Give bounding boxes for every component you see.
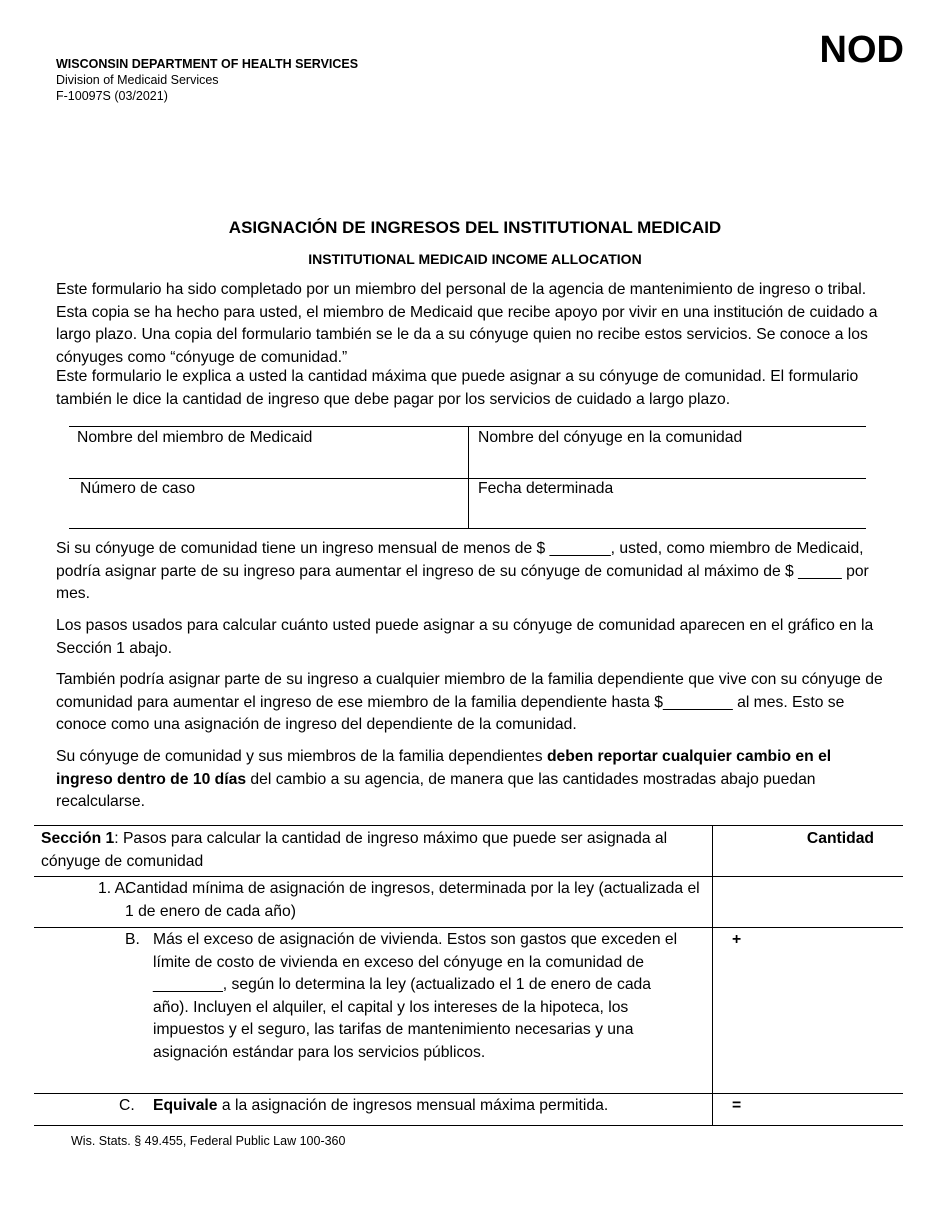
row-letter: B. (125, 931, 140, 948)
section1-table (34, 825, 903, 1126)
form-title: ASIGNACIÓN DE INGRESOS DEL INSTITUTIONAL MEDICAID (228, 218, 722, 237)
department-name: WISCONSIN DEPARTMENT OF HEALTH SERVICES (56, 57, 359, 71)
maximum-allowance-text: Equivale a la asignación de ingresos mensual máxima permitida. (153, 1097, 609, 1114)
amount-column-header: Cantidad (806, 830, 874, 847)
member-name-field[interactable]: Nombre del miembro de Medicaid (77, 429, 313, 446)
table-divider (712, 826, 713, 1125)
division-name: Division of Medicaid Services (56, 73, 219, 87)
intro-paragraph: Este formulario ha sido completado por un miembro del personal de la agencia de mantenimiento de ingreso o tribal. Esta copia se ha hecho para usted, el miembro de Medicaid que recibe apoyo por vivir en una institución de cuidado a largo plazo. Una copia del formulario también se le da a su cónyuge quien no recibe estos servicios. Se conoce a los cónyuges como “cónyuge de comunidad.” (56, 281, 878, 366)
income-threshold-paragraph: Si su cónyuge de comunidad tiene un ingreso mensual de menos de $ _______, usted, como miembro de Medicaid, podría asignar parte de su ingreso para aumentar el ingreso de su cónyuge de comunidad al máximo de $ _____ por mes. (56, 540, 869, 602)
legal-reference: Wis. Stats. § 49.455, Federal Public Law 100-360 (71, 1134, 346, 1148)
report-changes-paragraph: Su cónyuge de comunidad y sus miembros de la familia dependientes deben reportar cualquier cambio en el ingreso dentro de 10 días del cambio a su agencia, de manera que las cantidades mostradas abajo puedan recalcularse. (56, 748, 832, 810)
determined-date-field[interactable]: Fecha determinada (478, 480, 614, 497)
steps-paragraph: Los pasos usados para calcular cuánto usted puede asignar a su cónyuge de comunidad aparecen en el gráfico en la Sección 1 abajo. (56, 617, 874, 657)
section1-heading: Sección 1: Pasos para calcular la cantidad de ingreso máximo que puede ser asignada al cónyuge de comunidad (41, 830, 668, 870)
equals-sign: = (732, 1097, 742, 1114)
minimum-allowance-text: Cantidad mínima de asignación de ingresos, determinada por la ley (actualizada el 1 de enero de cada año) (125, 880, 700, 920)
form-subtitle: INSTITUTIONAL MEDICAID INCOME ALLOCATION (308, 251, 642, 267)
excess-shelter-text: Más el exceso de asignación de vivienda. Estos son gastos que exceden el límite de costo de vivienda en exceso del cónyuge en la comunidad de ________, según lo determina la ley (actualizado el 1 de enero de cada año). Incluyen el alquiler, el capital y los intereses de la hipoteca, los impuestos y el seguro, las tarifas de mantenimiento necesarias y una asignación estándar para los servicios públicos. (153, 931, 678, 1061)
table-divider (34, 876, 903, 877)
case-number-field[interactable]: Número de caso (80, 480, 196, 497)
purpose-paragraph: Este formulario le explica a usted la cantidad máxima que puede asignar a su cónyuge de comunidad. El formulario también le dice la cantidad de ingreso que debe pagar por los servicios de cuidado a largo plazo. (56, 368, 859, 408)
member-info-table (69, 426, 866, 529)
table-divider (468, 427, 469, 528)
spouse-name-field[interactable]: Nombre del cónyuge en la comunidad (478, 429, 743, 446)
plus-sign: + (732, 931, 742, 948)
report-changes-emphasis: deben reportar cualquier cambio en el ingreso dentro de 10 días (56, 748, 832, 788)
table-divider (34, 1093, 903, 1094)
row-letter: C. (119, 1097, 135, 1114)
dependent-allocation-paragraph: También podría asignar parte de su ingreso a cualquier miembro de la familia dependiente que vive con su cónyuge de comunidad para aumentar el ingreso de ese miembro de la familia dependiente hasta $________ al mes. Esto se conoce como una asignación de ingreso del dependiente de la comunidad. (56, 671, 883, 733)
nod-badge: NOD (819, 29, 904, 71)
agency-header (56, 56, 358, 104)
table-divider (34, 927, 903, 928)
form-number: F-10097S (03/2021) (56, 89, 168, 103)
row-number: 1. A. (98, 880, 130, 897)
